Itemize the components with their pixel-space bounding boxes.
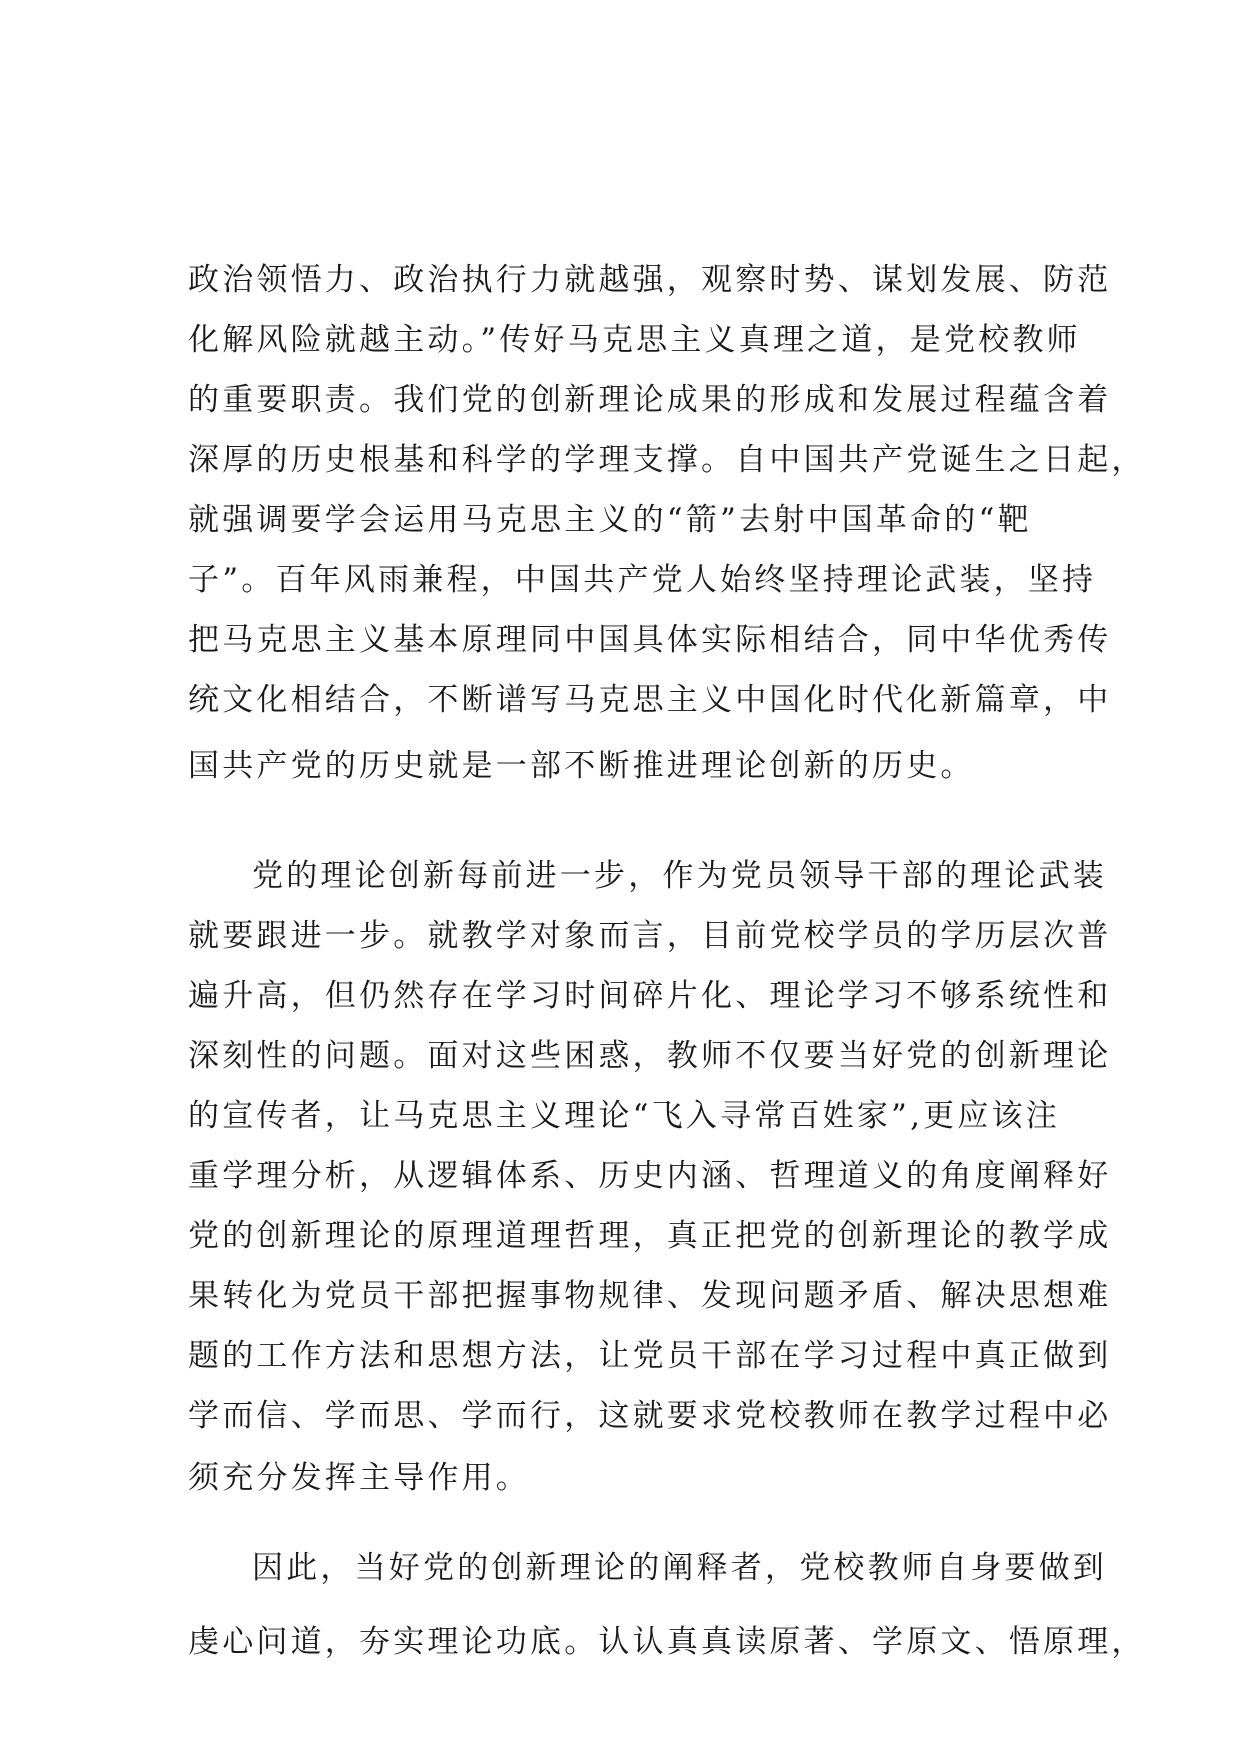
text-line: 须充分发挥主导作用。 <box>188 1460 530 1496</box>
text-line: 就强调要学会运用马克思主义的“箭”去射中国革命的“靶 <box>188 502 1032 538</box>
text-line: 子”。百年风雨兼程，中国共产党人始终坚持理论武装，坚持 <box>188 562 1097 598</box>
text-line: 把马克思主义基本原理同中国具体实际相结合，同中华优秀传 <box>188 622 1112 658</box>
text-line: 国共产党的历史就是一部不断推进理论创新的历史。 <box>188 748 975 784</box>
text-line: 化解风险就越主动。”传好马克思主义真理之道，是党校教师 <box>188 322 1081 358</box>
text-line: 果转化为党员干部把握事物规律、发现问题矛盾、解决思想难 <box>188 1278 1112 1314</box>
text-line: 统文化相结合，不断谱写马克思主义中国化时代化新篇章，中 <box>188 682 1112 718</box>
text-line: 题的工作方法和思想方法，让党员干部在学习过程中真正做到 <box>188 1338 1112 1374</box>
text-line: 深刻性的问题。面对这些困惑，教师不仅要当好党的创新理论 <box>188 1038 1112 1074</box>
text-line: 深厚的历史根基和科学的学理支撑。自中国共产党诞生之日起， <box>188 442 1146 478</box>
text-line: 就要跟进一步。就教学对象而言，目前党校学员的学历层次普 <box>188 918 1112 954</box>
text-line: 党的创新理论的原理道理哲理，真正把党的创新理论的教学成 <box>188 1218 1112 1254</box>
text-line: 重学理分析，从逻辑体系、历史内涵、哲理道义的角度阐释好 <box>188 1158 1112 1194</box>
text-line: 的重要职责。我们党的创新理论成果的形成和发展过程蕴含着 <box>188 382 1112 418</box>
text-line: 因此，当好党的创新理论的阐释者，党校教师自身要做到 <box>252 1550 1107 1586</box>
text-line: 党的理论创新每前进一步，作为党员领导干部的理论武装 <box>252 858 1107 894</box>
text-line: 的宣传者，让马克思主义理论“飞入寻常百姓家”,更应该注 <box>188 1098 1060 1134</box>
text-line: 虔心问道，夯实理论功底。认认真真读原著、学原文、悟原理， <box>188 1624 1146 1660</box>
text-line: 学而信、学而思、学而行，这就要求党校教师在教学过程中必 <box>188 1398 1112 1434</box>
text-line: 政治领悟力、政治执行力就越强，观察时势、谋划发展、防范 <box>188 262 1112 298</box>
text-line: 遍升高，但仍然存在学习时间碎片化、理论学习不够系统性和 <box>188 978 1112 1014</box>
